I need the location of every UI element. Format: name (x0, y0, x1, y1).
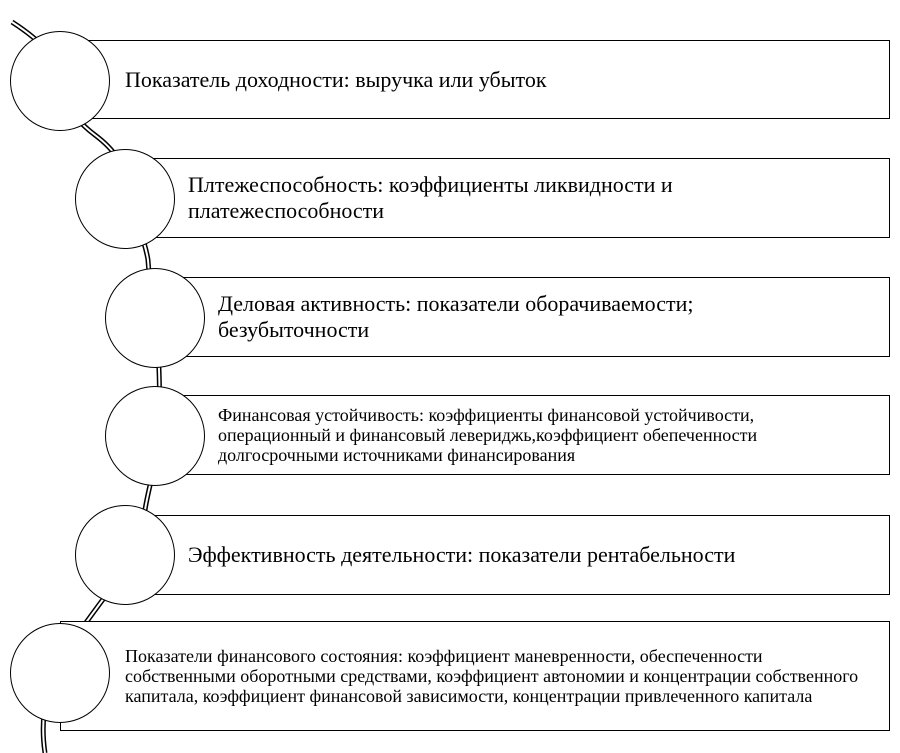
indicator-label: Финансовая устойчивость: коэффициенты финансовой устойчивости, операционный и финансовый левериджь,коэффициент обепеченности долгосрочными источниками финансирования (218, 405, 758, 465)
indicator-label: Эффективность деятельности: показатели рентабельности (188, 542, 736, 567)
indicator-circle (10, 623, 110, 723)
indicator-circle (105, 386, 205, 486)
indicator-box-solvency (125, 158, 890, 238)
indicator-circle (75, 505, 175, 605)
indicator-circle (105, 268, 205, 368)
indicator-circle (10, 31, 110, 131)
indicator-box-business-activity (155, 277, 890, 357)
indicator-label: Показатели финансового состояния: коэффициент маневренности, обеспеченности собственными оборотными средствами, коэффициент автономии и концентрации собственного капитала, коэффициент финансовой зависимости, концентрации привлеченного капитала (125, 646, 859, 706)
indicator-box-profitability (60, 40, 890, 119)
indicator-circle (75, 149, 175, 249)
indicator-label: Показатель доходности: выручка или убыток (125, 66, 547, 92)
indicator-label: Деловая активность: показатели оборачиваемости; безубыточности (218, 291, 694, 342)
indicator-box-financial-condition (60, 621, 890, 731)
indicator-box-efficiency (125, 515, 890, 595)
indicator-label: Плтежеспособность: коэффициенты ликвидности и платежеспособности (188, 172, 673, 223)
indicator-box-financial-stability (155, 395, 890, 475)
